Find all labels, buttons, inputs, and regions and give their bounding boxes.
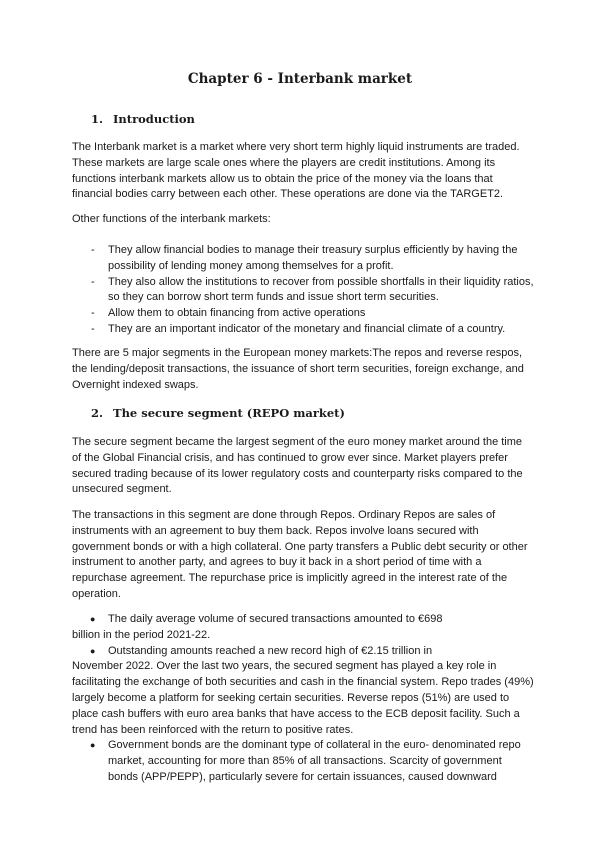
bullet-dot-icon: ●: [90, 645, 96, 656]
bullet-item: [72, 738, 534, 785]
section-heading-introduction: [91, 111, 195, 127]
functions-list: [72, 243, 534, 338]
bullet-item: [72, 612, 534, 644]
list-item-text: Allow them to obtain financing from active operations: [108, 307, 366, 320]
list-item-text: They also allow the institutions to recover from possible shortfalls in their liquidity ratios, so they can borrow short term funds and issue short term securities.: [108, 275, 534, 304]
section-title: The secure segment (REPO market): [113, 406, 345, 420]
bullet-dot-icon: ●: [90, 740, 96, 751]
list-item: [72, 275, 534, 307]
dash-marker: -: [91, 244, 95, 256]
bullet-item: [72, 644, 534, 739]
repo-paragraph-1: The secure segment became the largest segment of the euro money market around the time of the Global Financial crisis, and has continued to grow ever since. Market players prefer secured trading because of its lower regulatory costs and counterparty risks compared to the unsecured segment.: [72, 436, 523, 496]
list-item: [72, 243, 534, 275]
bullet-first-line: The daily average volume of secured transactions amounted to €698: [108, 613, 443, 625]
list-item: [72, 322, 534, 338]
intro-paragraph-2: Other functions of the interbank markets:: [72, 213, 271, 225]
list-item-text: They allow financial bodies to manage their treasury surplus efficiently by having the possibility of lending money among themselves for a profit.: [108, 244, 518, 272]
repo-bullets: [72, 612, 534, 786]
bullet-continuation: November 2022. Over the last two years, the secured segment has played a key role in facilitating the exchange of both securities and cash in the financial system. Repo trades (49%) largely become a platform for seeking certain securities. Reverse repos (51%) are used to place cash buffers with euro area banks that have access to the ECB deposit facility. Such a trend has been reinforced with the return to positive rates.: [72, 660, 534, 736]
section-number: 1.: [91, 112, 104, 126]
bullet-text: Government bonds are the dominant type of collateral in the euro- denominated repo market, accounting for more than 85% of all transactions. Scarcity of government bonds (APP/PEPP), particularly severe for certain issuances, caused downward: [108, 739, 521, 783]
section-title: Introduction: [113, 112, 195, 126]
dash-marker: -: [91, 307, 95, 320]
section-number: 2.: [91, 406, 104, 420]
intro-paragraph-3: There are 5 major segments in the European money markets:The repos and reverse respos, the lending/deposit transactions, the issuance of short term securities, foreign exchange, and Overnight indexed swaps.: [72, 347, 524, 391]
list-item-text: They are an important indicator of the monetary and financial climate of a country.: [108, 322, 506, 335]
intro-paragraph-1: The Interbank market is a market where very short term highly liquid instruments are traded. These markets are large scale ones where the players are credit institutions. Among its functions interbank markets allow us to obtain the price of the money via the loans that financial bodies carry between each other. These operations are done via the TARGET2.: [72, 141, 520, 201]
chapter-title: Chapter 6 - Interbank market: [187, 71, 413, 87]
bullet-continuation: billion in the period 2021-22.: [72, 628, 211, 641]
bullet-first-line: Outstanding amounts reached a new record high of €2.15 trillion in: [108, 644, 433, 657]
dash-marker: -: [91, 275, 95, 288]
bullet-dot-icon: ●: [90, 614, 96, 624]
dash-marker: -: [91, 322, 95, 335]
section-heading-repo: [91, 405, 345, 421]
repo-paragraph-2: The transactions in this segment are done through Repos. Ordinary Repos are sales of instruments with an agreement to buy them back. Repos involve loans secured with government bonds or with a high collateral. One party transfers a Public debt security or other instrument to another party, and agrees to buy it back in a short period of time with a repurchase agreement. The repurchase price is implicitly agreed in the interest rate of the operation.: [72, 509, 528, 600]
list-item: [72, 306, 534, 322]
